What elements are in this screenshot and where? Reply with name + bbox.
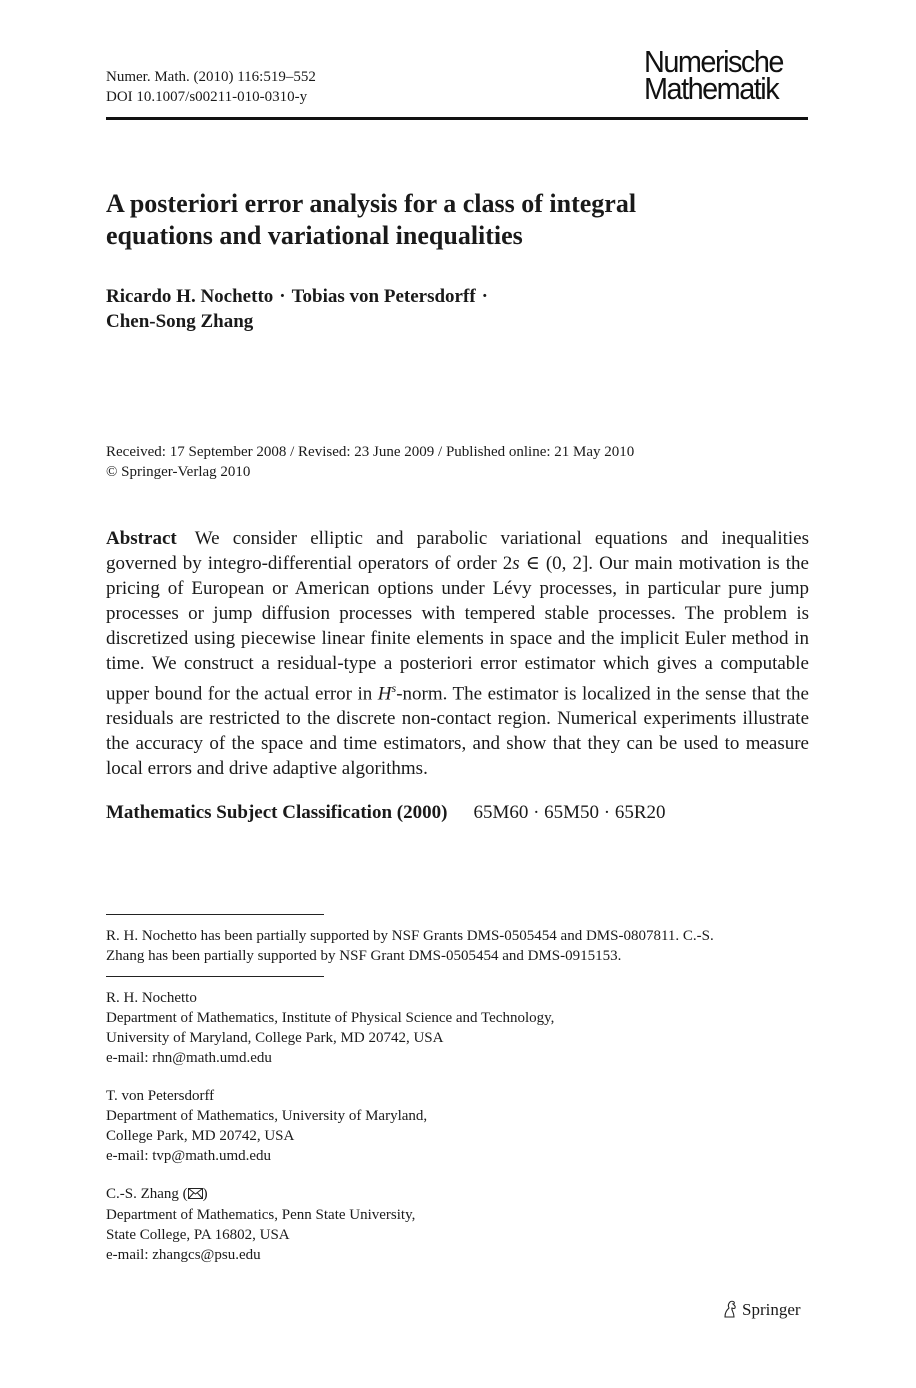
funding-line-2: Zhang has been partially supported by NSF Grant DMS-0505454 and DMS-0915153. [106,948,622,964]
affiliation-line: College Park, MD 20742, USA [106,1128,295,1144]
affiliation-line: Department of Mathematics, University of Maryland, [106,1108,428,1124]
affiliation-name: T. von Petersdorff [106,1088,215,1104]
abstract-norm-sup: s [391,681,397,695]
affiliation-name: R. H. Nochetto [106,990,197,1006]
affiliation-line: Department of Mathematics, Institute of Physical Science and Technology, [106,1010,555,1026]
title-line-2: equations and variational inequalities [106,221,523,250]
journal-logo [644,44,783,106]
abstract-text-3: -norm. The estimator is localized in the sense that the residuals are restricted to the discrete non-contact region. Numerical experiments illustrate the accuracy of the space and time estimators, and show that they can be used to measure local errors and drive adaptive algorithms. [106,683,809,780]
author-name: Ricardo H. Nochetto [106,286,274,307]
publisher-logo [722,1299,801,1321]
publisher-name: Springer [742,1300,801,1319]
abstract-norm-h: H [377,683,392,705]
author-name: Chen-Song Zhang [106,311,254,332]
author-separator: · [279,286,286,307]
affiliation-name: C.-S. Zhang [106,1186,179,1202]
author-list [106,284,494,334]
journal-logo-line1: Numerische [644,44,783,79]
affiliation-block [106,1086,427,1166]
funding-line-1: R. H. Nochetto has been partially supported by NSF Grants DMS-0505454 and DMS-0807811. C.-S. [106,928,714,944]
springer-horse-icon [722,1300,742,1319]
affiliation-email: e-mail: zhangcs@psu.edu [106,1247,261,1263]
copyright-line: © Springer-Verlag 2010 [106,464,251,480]
msc-codes: 65M60 · 65M50 · 65R20 [473,802,666,823]
journal-logo-line2: Mathematik [644,71,779,106]
abstract-var-s: s [512,553,520,574]
footnote-rule [106,914,324,915]
journal-citation [106,67,316,107]
author-name: Tobias von Petersdorff [291,286,476,307]
header-rule [106,117,808,120]
funding-note [106,926,714,966]
title-line-1: A posteriori error analysis for a class of integral [106,189,637,218]
paper-title [106,188,806,252]
abstract-text-2: ∈ (0, 2]. Our main motivation is the pricing of European or American options under Lévy processes, in particular pure jump processes or jump diffusion processes with tempered stable processes. The problem is discretized using piecewise linear finite elements in space and the implicit Euler method in time. We construct a residual-type a posteriori error estimator which gives a computable upper bound for the actual error in [106,553,809,705]
abstract [106,526,809,781]
abstract-text-1: We consider elliptic and parabolic variational equations and inequalities governed by integro-differential operators of order 2 [106,528,809,574]
affiliation-block: C.-S. Zhang ( ) Department of Mathematics, Penn State University, State College, PA 16802, USA e-mail: zhangcs@psu.edu [106,1186,416,1263]
affiliation-email: e-mail: rhn@math.umd.edu [106,1050,272,1066]
affiliation-email: e-mail: tvp@math.umd.edu [106,1148,272,1164]
citation-line: Numer. Math. (2010) 116:519–552 [106,69,316,85]
affiliation-line: State College, PA 16802, USA [106,1227,290,1243]
affiliation-line: University of Maryland, College Park, MD 20742, USA [106,1030,444,1046]
affiliation-line: Department of Mathematics, Penn State University, [106,1207,416,1223]
msc-label: Mathematics Subject Classification (2000) [106,802,448,823]
abstract-label: Abstract [106,528,177,549]
doi-line: DOI 10.1007/s00211-010-0310-y [106,89,308,105]
author-separator: · [481,286,488,307]
dates-line: Received: 17 September 2008 / Revised: 23 June 2009 / Published online: 21 May 2010 [106,444,635,460]
envelope-icon [188,1185,203,1205]
publication-dates [106,442,634,482]
subject-classification [106,800,666,825]
footnote-rule [106,976,324,977]
affiliation-block [106,988,554,1068]
